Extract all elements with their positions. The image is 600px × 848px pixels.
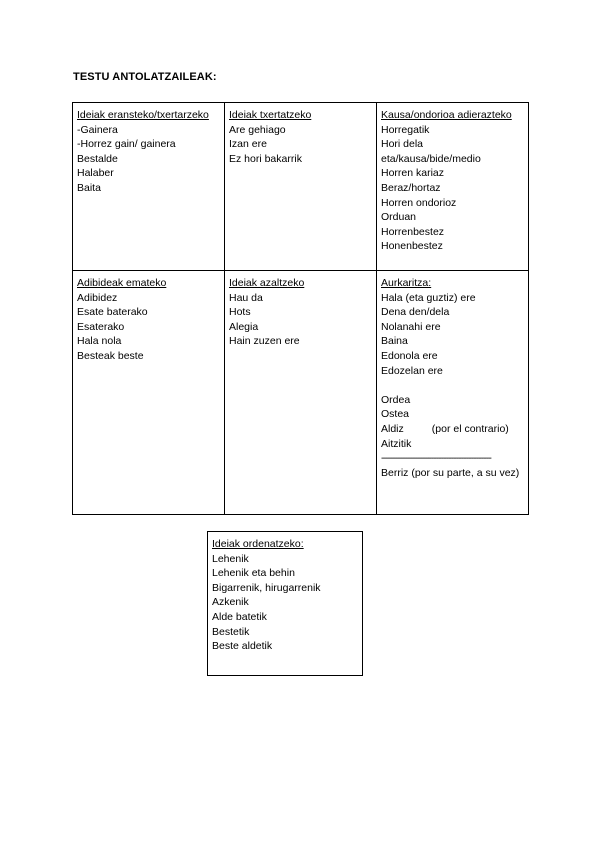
list-item: Dena den/dela [381, 306, 450, 319]
list-item: Esaterako [77, 320, 125, 333]
list-item: Adibidez [77, 291, 118, 304]
cell-eransteko [73, 103, 225, 271]
list-item: Bigarrenik, hirugarrenik [212, 581, 321, 594]
list-item: Beste aldetik [212, 640, 273, 653]
cell-heading: Ideiak azaltzeko [229, 277, 305, 289]
cell-adibideak [73, 271, 225, 515]
cell-aurkaritza [377, 271, 529, 515]
list-item: Izan ere [229, 138, 267, 151]
list-item: Azkenik [212, 596, 249, 609]
list-item: Bestalde [77, 152, 118, 165]
blank-line [381, 378, 524, 393]
cell-heading: Kausa/ondorioa adierazteko [381, 109, 512, 121]
list-item: Alegia [229, 320, 259, 333]
list-item: Lehenik [212, 552, 249, 565]
aldiz-word: Aldiz [381, 422, 404, 435]
cell-heading: Ideiak eransteko/txertarzeko [77, 109, 209, 121]
list-item: Berriz (por su parte, a su vez) [381, 466, 520, 479]
list-item: Hala nola [77, 335, 122, 348]
list-item: Alde batetik [212, 610, 267, 623]
list-item: Horren kariaz [381, 167, 445, 180]
list-item [381, 422, 524, 437]
list-item: Bestetik [212, 625, 250, 638]
list-item: Edonola ere [381, 349, 438, 362]
list-item: Lehenik eta behin [212, 567, 295, 580]
table-row [73, 103, 529, 271]
list-item: Baina [381, 335, 408, 348]
list-item: Aitzitik [381, 437, 412, 450]
cell-heading: Aurkaritza: [381, 277, 432, 289]
cell-heading: Ideiak txertatzeko [229, 109, 312, 121]
list-item: Orduan [381, 211, 417, 224]
list-item: Baita [77, 181, 101, 194]
table-row [73, 271, 529, 515]
list-item: Horren ondorioz [381, 196, 457, 209]
list-item: Esate baterako [77, 306, 148, 319]
list-item: Beraz/hortaz [381, 181, 441, 194]
list-item: -Gainera [77, 123, 118, 136]
list-item: Hala (eta guztiz) ere [381, 291, 476, 304]
list-item: Hain zuzen ere [229, 335, 300, 348]
list-item: Ez hori bakarrik [229, 152, 302, 165]
list-item: Edozelan ere [381, 364, 443, 377]
cell-kausa [377, 103, 529, 271]
list-item: Halaber [77, 167, 114, 180]
page-title: TESTU ANTOLATZAILEAK: [73, 71, 217, 83]
list-item: Hots [229, 306, 251, 319]
dashed-separator: -------------------------------------------- [381, 452, 491, 465]
list-item: Hau da [229, 291, 263, 304]
aldiz-note: (por el contrario) [431, 422, 509, 435]
list-item: -Horrez gain/ gainera [77, 138, 176, 151]
cell-heading: Adibideak emateko [77, 277, 167, 289]
ordenatzeko-box [207, 531, 363, 676]
box-heading: Ideiak ordenatzeko: [212, 538, 304, 550]
list-item: Honenbestez [381, 240, 443, 253]
cell-azaltzeko [225, 271, 377, 515]
list-item: Horrenbestez [381, 225, 445, 238]
list-item: Are gehiago [229, 123, 286, 136]
list-item: Ostea [381, 408, 410, 421]
list-item: eta/kausa/bide/medio [381, 152, 481, 165]
list-item: Horregatik [381, 123, 430, 136]
connectors-table [72, 102, 529, 515]
list-item: Besteak beste [77, 349, 144, 362]
list-item: Hori dela [381, 138, 424, 151]
list-item: Nolanahi ere [381, 320, 441, 333]
list-item: Ordea [381, 393, 411, 406]
cell-txertatzeko [225, 103, 377, 271]
